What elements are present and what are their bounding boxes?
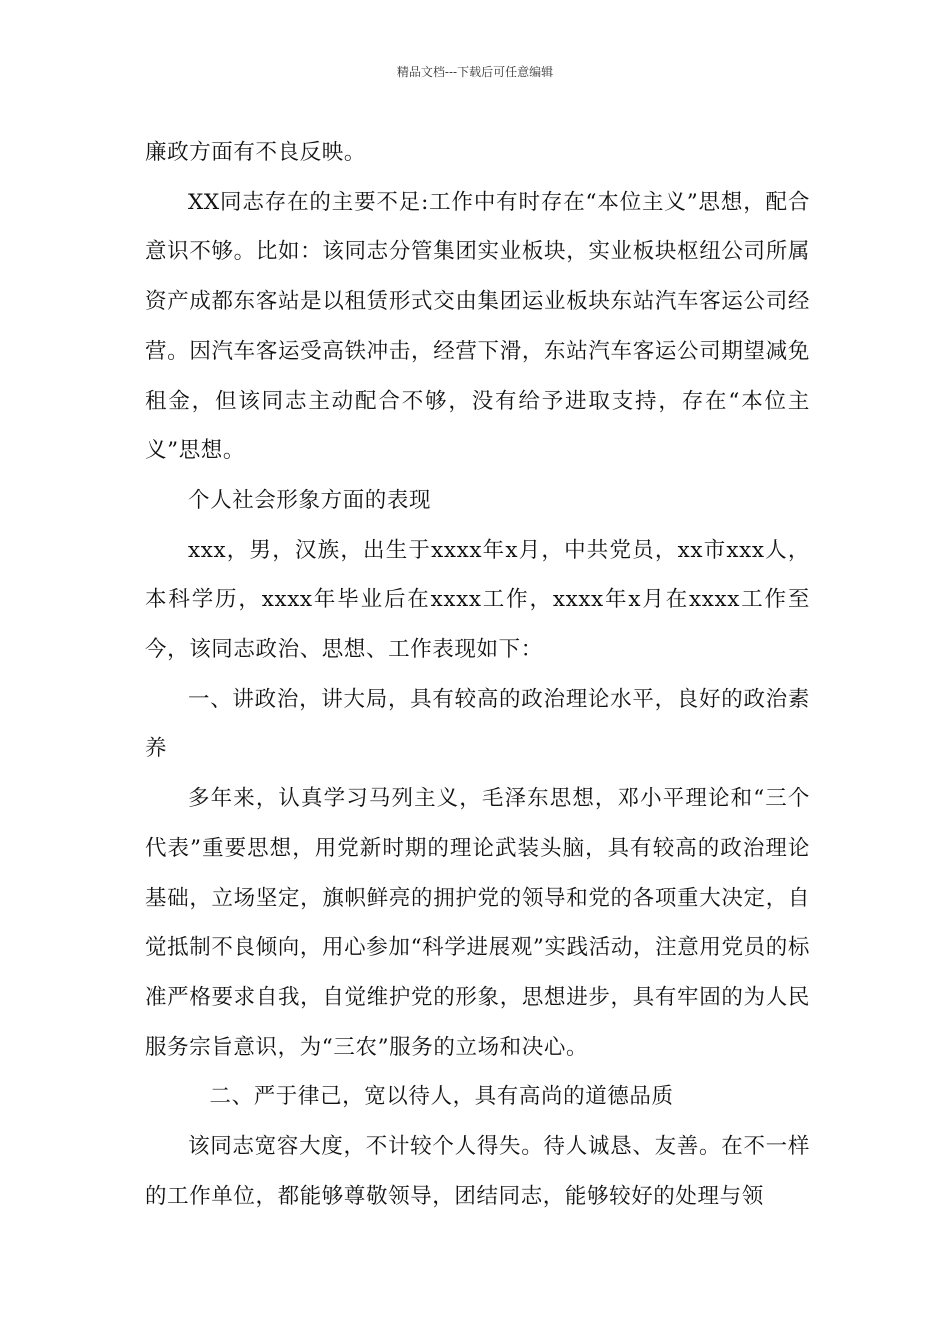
document-body <box>145 128 810 1221</box>
section-heading-politics: 一、讲政治，讲大局，具有较高的政治理论水平，良好的政治素养 <box>145 686 810 762</box>
section-heading-morality: 二、严于律己，宽以待人，具有高尚的道德品质 <box>209 1084 674 1110</box>
paragraph-personal-profile: xxx，男，汉族，出生于xxxx年x月，中共党员，xx市xxx人，本科学历，xxxx年毕业后在xxxx工作，xxxx年x月在xxxx工作至今，该同志政治、思想、工作表现如下： <box>145 537 810 663</box>
paragraph-political-study: 多年来，认真学习马列主义，毛泽东思想，邓小平理论和“三个代表”重要思想，用党新时期的理论武装头脑，具有较高的政治理论基础，立场坚定，旗帜鲜亮的拥护党的领导和党的各项重大决定，自觉抵制不良倾向，用心参加“科学进展观”实践活动，注意用党员的标准严格要求自我，自觉维护党的形象，思想进步，具有牢固的为人民服务宗旨意识，为“三农”服务的立场和决心。 <box>145 786 810 1060</box>
paragraph-integrity-conclusion: 廉政方面有不良反映。 <box>145 140 367 165</box>
page-header: 精品文档---下载后可任意编辑 <box>396 65 554 79</box>
section-heading-social-image: 个人社会形象方面的表现 <box>188 487 432 513</box>
paragraph-character: 该同志宽容大度，不计较个人得失。待人诚恳、友善。在不一样的工作单位，都能够尊敬领导，团结同志，能够较好的处理与领 <box>145 1134 810 1209</box>
paragraph-shortcomings: XX同志存在的主要不足:工作中有时存在“本位主义”思想，配合意识不够。比如：该同志分管集团实业板块，实业板块枢纽公司所属资产成都东客站是以租赁形式交由集团运业板块东站汽车客运公司经营。因汽车客运受高铁冲击，经营下滑，东站汽车客运公司期望减免租金，但该同志主动配合不够，没有给予进取支持，存在“本位主义”思想。 <box>145 189 810 464</box>
